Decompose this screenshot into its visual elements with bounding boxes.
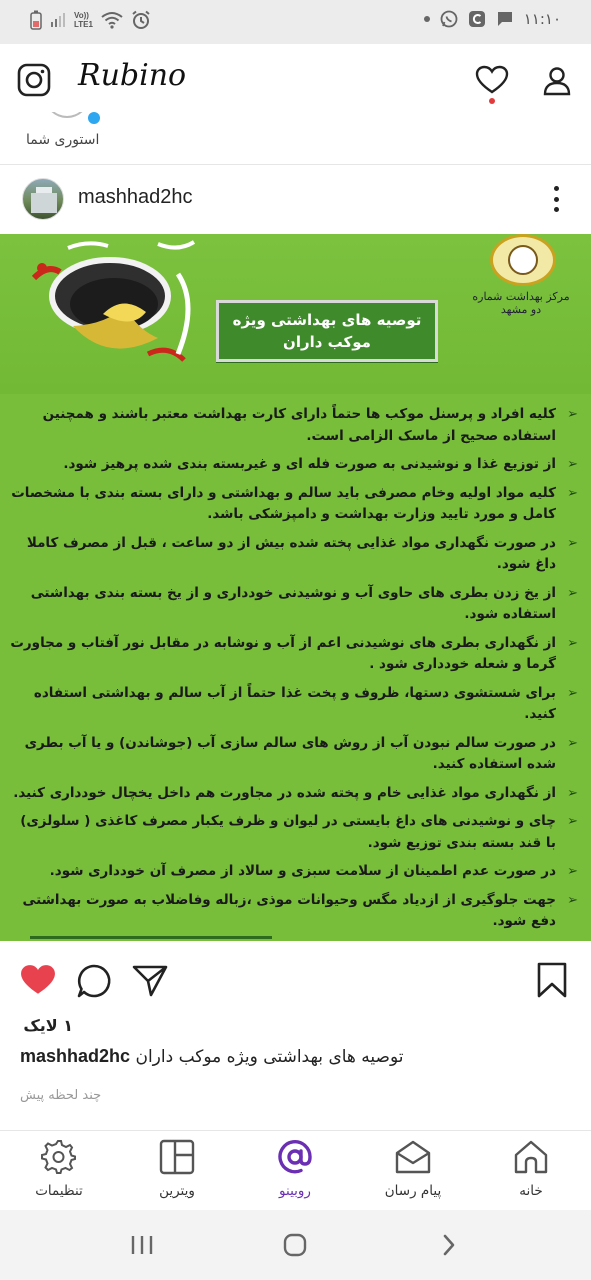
message-icon [496,10,514,28]
nav-rubino[interactable] [245,1139,345,1209]
your-story-avatar[interactable] [44,112,90,118]
guideline-item: ➢ در صورت سالم نبودن آب از روش های سالم سازی آب (جوشاندن) و یا آب بطری شده استفاده کنید. [8,733,578,776]
activity-badge [489,98,495,104]
nav-label: پیام رسان [384,1183,442,1199]
back-button[interactable] [432,1228,466,1262]
guideline-item: ➢ کلیه مواد اولیه وخام مصرفی باید سالم و بهداشتی و دارای بسته بندی با مشخصات کامل و مورد تایید وزارت بهداشت و دامپزشکی باشد. [8,483,578,526]
post-timestamp: چند لحظه پیش [20,1088,102,1103]
envelope-icon [394,1139,432,1175]
guideline-item: ➢ در صورت نگهداری مواد غذایی پخته شده بیش از دو ساعت ، قبل از مصرف کاملا داغ شود. [8,533,578,576]
add-story-badge[interactable] [88,112,100,124]
showcase-icon [159,1139,195,1175]
more-icon [554,186,559,191]
nav-label: خانه [519,1183,543,1199]
like-button[interactable] [18,962,58,998]
post-username[interactable]: mashhad2hc [78,186,193,208]
your-story-label: استوری شما [26,132,100,148]
whatsapp-icon [440,10,458,28]
story-row [0,112,591,162]
post-options-button[interactable] [548,184,564,214]
recents-button[interactable] [124,1228,160,1262]
post-actions [0,948,591,1012]
post-author-avatar[interactable] [22,178,64,220]
health-guidelines-list [8,404,578,940]
guideline-item: ➢ از نگهداری بطری های نوشیدنی اعم از آب و نوشابه در مقابل نور آفتاب و مجاورت گرما و شعله خودداری شود . [8,633,578,676]
caption-text: توصیه های بهداشتی ویژه موکب داران [135,1047,404,1067]
guideline-item: ➢ از توزیع غذا و نوشیدنی به صورت فله ای و غیربسته بندی شده پرهیز شود. [8,454,578,476]
alarm-icon [131,10,151,30]
battery-icon [30,10,42,30]
user-icon [543,66,571,96]
home-icon [513,1139,549,1175]
poster-title-box [216,300,438,362]
comment-button[interactable] [74,962,114,1000]
home-button[interactable] [276,1228,314,1262]
recents-icon [130,1234,154,1256]
nav-showcase[interactable] [127,1139,227,1209]
volte-label: Vo)) [74,11,89,20]
send-icon [132,964,168,998]
profile-button[interactable] [540,64,574,98]
guideline-item: ➢ جهت جلوگیری از ازدیاد مگس وحیوانات موذی ،زباله وفاضلاب به صورت بهداشتی دفع شود. [8,890,578,933]
gear-icon [41,1139,77,1175]
post-header [0,170,591,228]
status-right [424,10,561,28]
save-button[interactable] [534,960,570,1000]
system-navigation-bar [0,1210,591,1280]
heart-filled-icon [20,964,56,996]
heart-outline-icon [475,65,509,95]
chevron-right-icon [440,1233,458,1257]
health-center-name: مرکز بهداشت شماره دو مشهد [472,290,570,316]
app-bar [0,44,591,116]
guideline-item: ➢ از نگهداری مواد غذایی خام و پخته شده در مجاورت هم داخل یخچال خودداری کنید. [8,783,578,805]
post-caption [20,1046,580,1067]
poster-title-line2: موکب داران [283,333,371,351]
app-logo: Rubino [78,58,187,93]
guideline-item: ➢ برای شستشوی دستها، ظروف و پخت غذا حتماً از آب سالم و بهداشتی استفاده کنید. [8,683,578,726]
divider [0,164,591,165]
post-image[interactable] [0,234,591,941]
nav-label: ویترین [159,1183,195,1199]
bookmark-icon [537,962,567,998]
image-underline [30,936,272,939]
nav-settings[interactable] [9,1139,109,1209]
guideline-item: ➢ در صورت عدم اطمینان از سلامت سبزی و سالاد از مصرف آن خودداری شود. [8,861,578,883]
wifi-icon [101,11,123,29]
guideline-item: ➢ از یخ زدن بطری های حاوی آب و نوشیدنی خودداری و از یخ بسته بندی بهداشتی استفاده شود. [8,583,578,626]
notification-dot-icon [424,16,430,22]
share-button[interactable] [130,962,170,1000]
clock: ۱۱:۱۰ [523,10,561,28]
camera-icon [17,63,51,97]
nav-label: تنظیمات [35,1183,83,1199]
comment-icon [76,963,112,999]
signal-icon [50,12,66,28]
activity-button[interactable] [474,64,510,96]
likes-count[interactable]: ۱ لایک [23,1016,73,1035]
nav-messenger[interactable] [363,1139,463,1209]
app-badge-icon [468,10,486,28]
network-label: LTE1 [74,20,93,29]
poster-title-line1: توصیه های بهداشتی ویژه [232,311,422,329]
guideline-item: ➢ کلیه افراد و پرسنل موکب ها حتماً دارای کارت بهداشت معتبر باشند و همچنین استفاده صحیح از ماسک الزامی است. [8,404,578,447]
status-bar [0,0,591,44]
health-center-emblem [490,234,556,286]
bottom-navigation [0,1130,591,1210]
status-left [30,10,151,30]
guideline-item: ➢ چای و نوشیدنی های داغ بایستی در لیوان و ظرف یکبار مصرف کاغذی ( سلولزی) با قند بسته بندی توزیع شود. [8,811,578,854]
camera-button[interactable] [16,62,52,98]
home-circle-icon [282,1232,308,1258]
nav-label: روبینو [279,1183,311,1199]
at-icon [277,1139,313,1175]
network-indicator [74,11,93,29]
arbaeen-illustration [28,234,208,384]
caption-username[interactable]: mashhad2hc [20,1046,131,1066]
nav-home[interactable] [481,1139,581,1209]
